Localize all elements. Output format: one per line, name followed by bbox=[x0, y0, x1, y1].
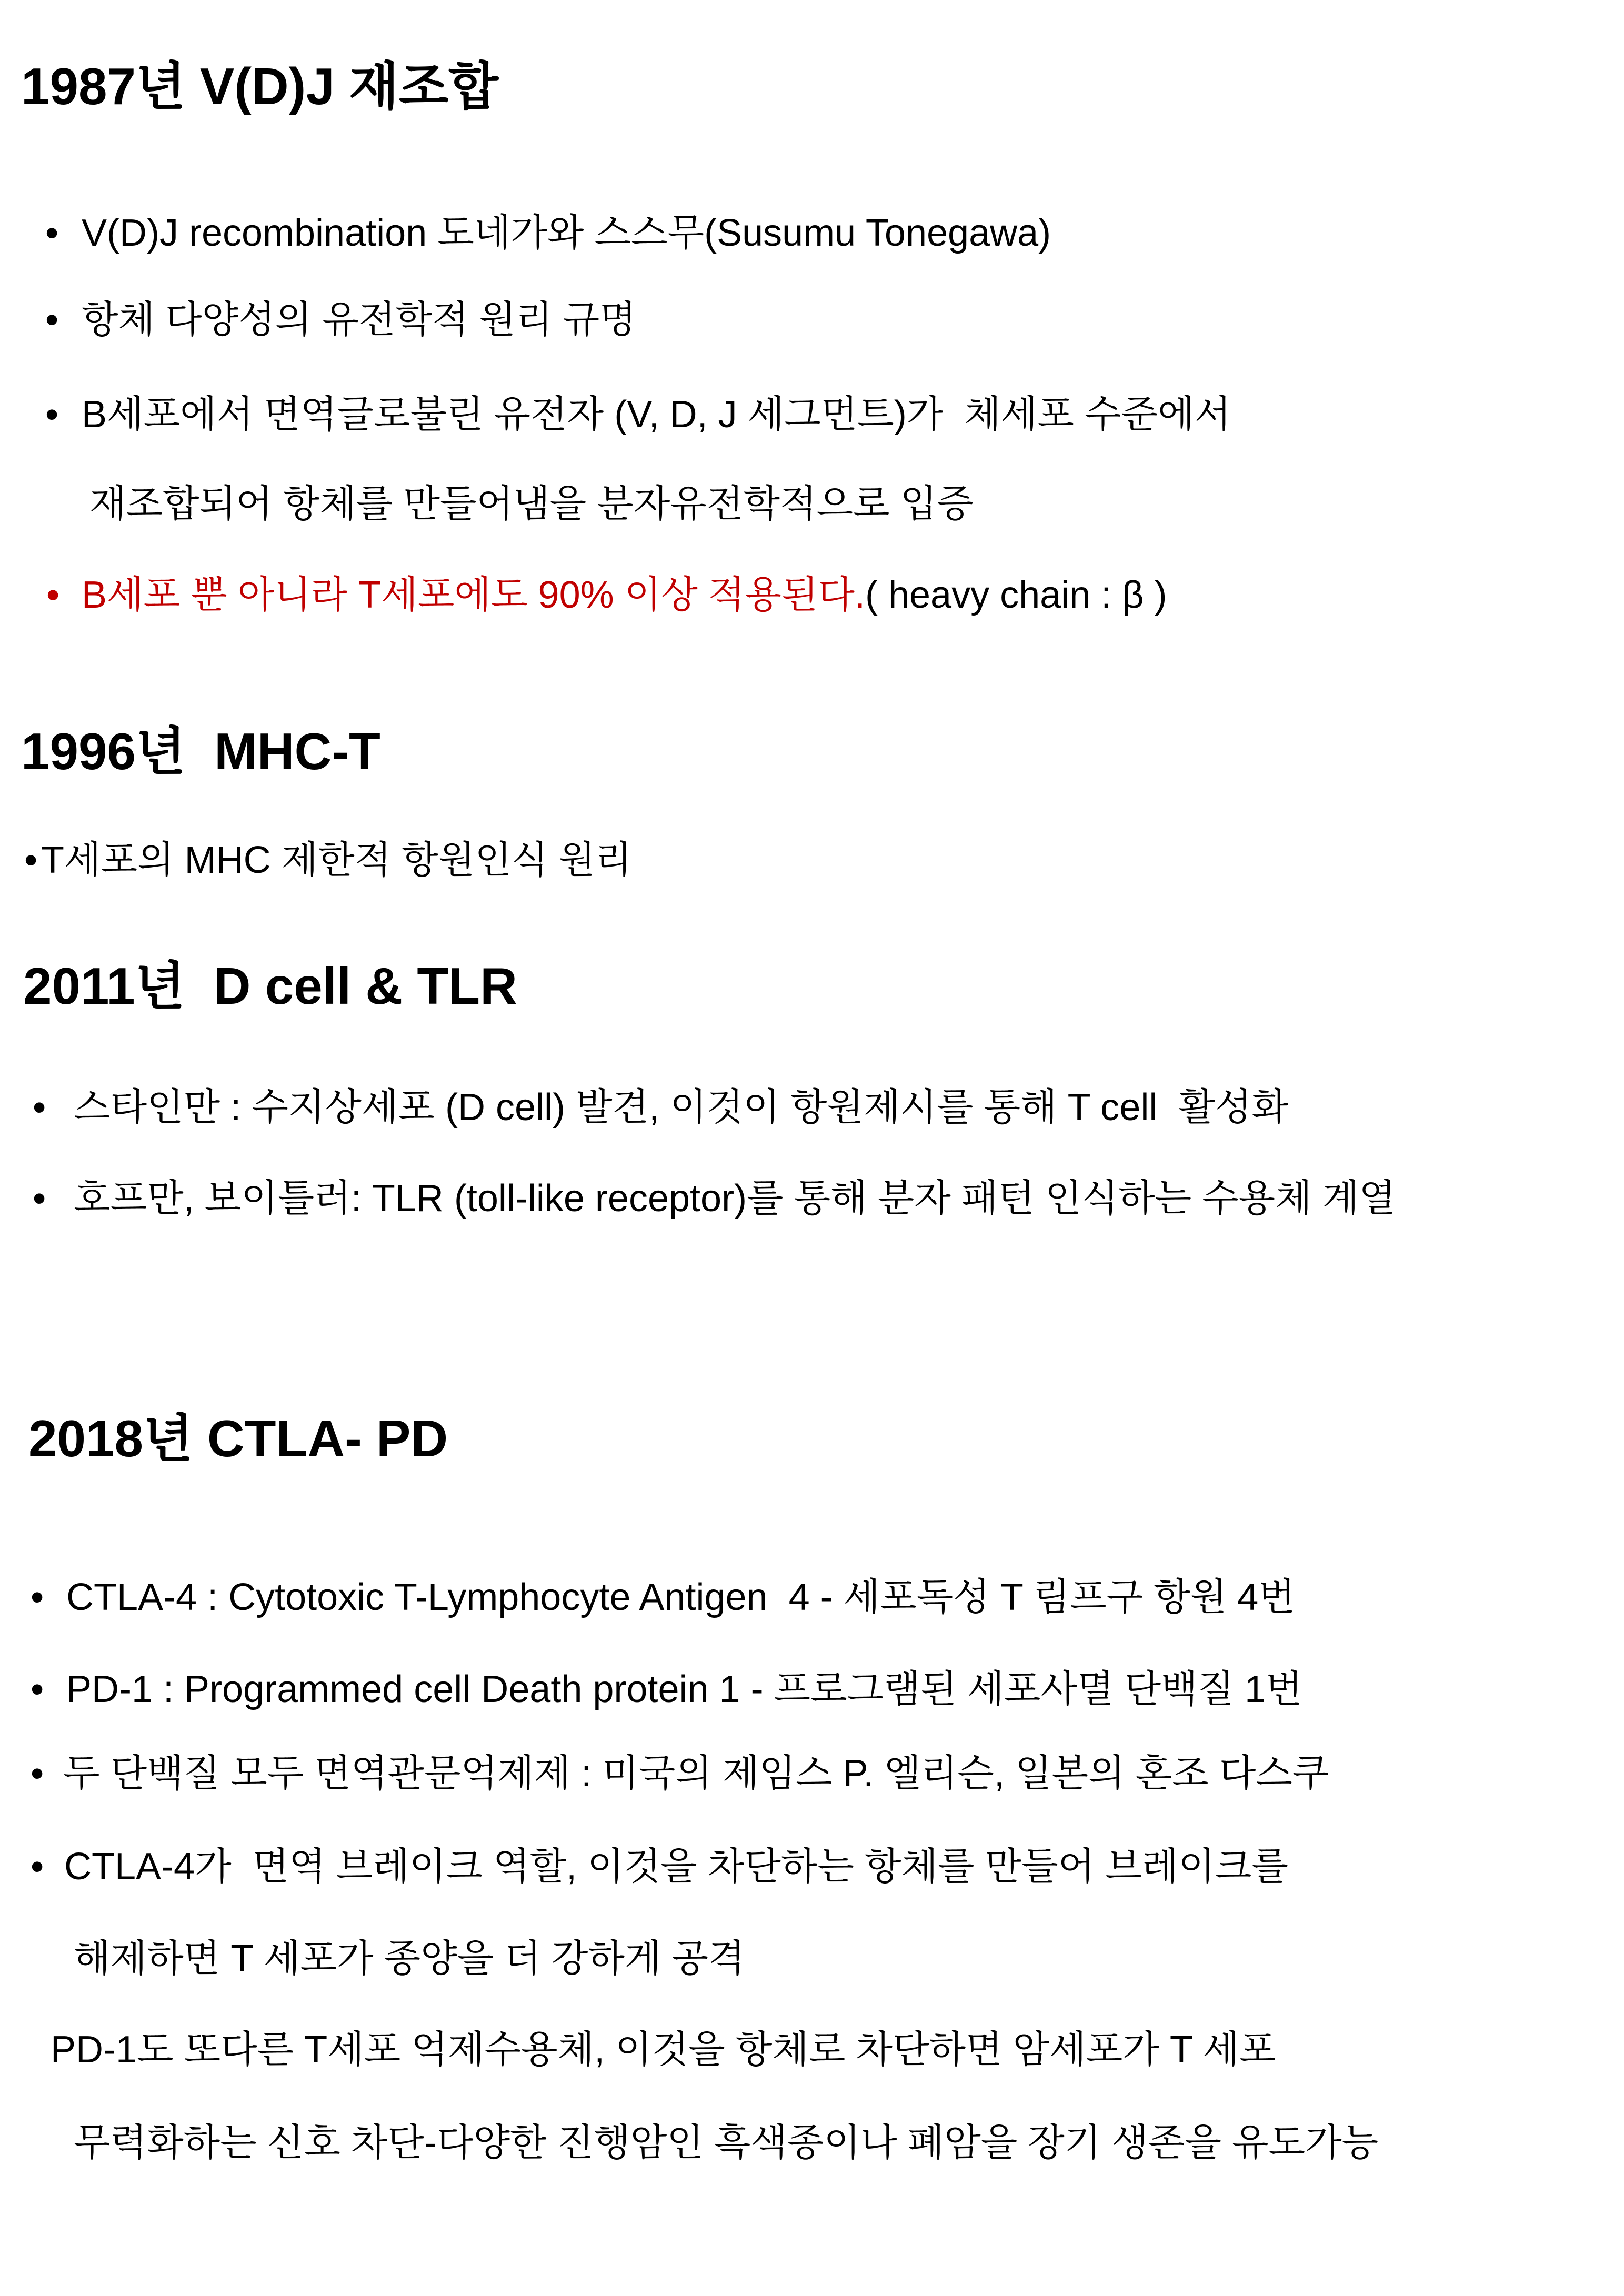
bullet-icon: • bbox=[45, 212, 59, 254]
bullet-row bbox=[0, 296, 1624, 344]
bullet-icon: • bbox=[31, 1576, 44, 1618]
bullet-text: 해제하면 T 세포가 종양을 더 강하게 공격 bbox=[74, 1938, 745, 1980]
bullet-text: 두 단백질 모두 면역관문억제제 : 미국의 제임스 P. 엘리슨, 일본의 혼조 다스쿠 bbox=[63, 1753, 1329, 1795]
section-heading-1987: 1987년 V(D)J 재조합 bbox=[21, 57, 499, 115]
bullet-text: 스타인만 : 수지상세포 (D cell) 발견, 이것이 항원제시를 통해 T cell 활성화 bbox=[74, 1086, 1289, 1129]
bullet-icon: • bbox=[33, 1177, 46, 1220]
bullet-text: 항체 다양성의 유전학적 원리 규명 bbox=[82, 299, 636, 341]
bullet-row bbox=[0, 1083, 1624, 1132]
bullet-row bbox=[0, 1573, 1624, 1622]
bullet-row-highlight bbox=[0, 571, 1624, 619]
bullet-continuation-row bbox=[0, 2026, 1624, 2074]
bullet-row bbox=[0, 1174, 1624, 1223]
bullet-icon: • bbox=[31, 1753, 44, 1795]
bullet-text: CTLA-4 : Cytotoxic T-Lymphocyte Antigen 4 - 세포독성 T 림프구 항원 4번 bbox=[66, 1576, 1295, 1618]
section-heading-1996: 1996년 MHC-T bbox=[21, 722, 380, 780]
bullet-icon: • bbox=[31, 1668, 44, 1710]
bullet-row bbox=[0, 836, 1624, 884]
bullet-icon: • bbox=[31, 1846, 44, 1888]
suffix-text: ( heavy chain : β ) bbox=[865, 574, 1167, 616]
bullet-row bbox=[0, 390, 1624, 439]
bullet-row bbox=[0, 1749, 1624, 1798]
bullet-continuation-row bbox=[0, 1935, 1624, 1983]
bullet-icon: • bbox=[24, 839, 38, 881]
bullet-text: 재조합되어 항체를 만들어냄을 분자유전학적으로 입증 bbox=[89, 483, 974, 525]
section-heading-2018: 2018년 CTLA- PD bbox=[28, 1409, 448, 1467]
bullet-icon: • bbox=[46, 574, 60, 616]
bullet-text: V(D)J recombination 도네가와 스스무(Susumu Tonegawa) bbox=[82, 212, 1051, 254]
bullet-continuation-row bbox=[0, 2119, 1624, 2167]
bullet-text: B세포에서 면역글로불린 유전자 (V, D, J 세그먼트)가 체세포 수준에서 bbox=[82, 394, 1231, 436]
bullet-text bbox=[82, 571, 1167, 619]
bullet-row bbox=[0, 1842, 1624, 1891]
bullet-icon: • bbox=[45, 299, 59, 341]
bullet-text: CTLA-4가 면역 브레이크 역할, 이것을 차단하는 항체를 만들어 브레이크를 bbox=[64, 1846, 1289, 1888]
bullet-row bbox=[0, 1665, 1624, 1714]
section-heading-2011: 2011년 D cell & TLR bbox=[23, 957, 517, 1015]
bullet-text: 무력화하는 신호 차단-다양한 진행암인 흑색종이나 폐암을 장기 생존을 유도가능 bbox=[74, 2122, 1379, 2164]
bullet-text: 호프만, 보이틀러: TLR (toll-like receptor)를 통해 분자 패턴 인식하는 수용체 계열 bbox=[74, 1177, 1396, 1220]
bullet-text: PD-1도 또다른 T세포 억제수용체, 이것을 항체로 차단하면 암세포가 T 세포 bbox=[51, 2029, 1276, 2071]
bullet-icon: • bbox=[33, 1086, 46, 1129]
bullet-text: T세포의 MHC 제한적 항원인식 원리 bbox=[41, 839, 632, 881]
bullet-icon: • bbox=[45, 394, 59, 436]
bullet-row bbox=[0, 209, 1624, 257]
highlighted-text: B세포 뿐 아니라 T세포에도 90% 이상 적용된다. bbox=[82, 574, 865, 616]
bullet-text: PD-1 : Programmed cell Death protein 1 - 프로그램된 세포사멸 단백질 1번 bbox=[66, 1668, 1302, 1710]
bullet-continuation-row bbox=[0, 480, 1624, 528]
